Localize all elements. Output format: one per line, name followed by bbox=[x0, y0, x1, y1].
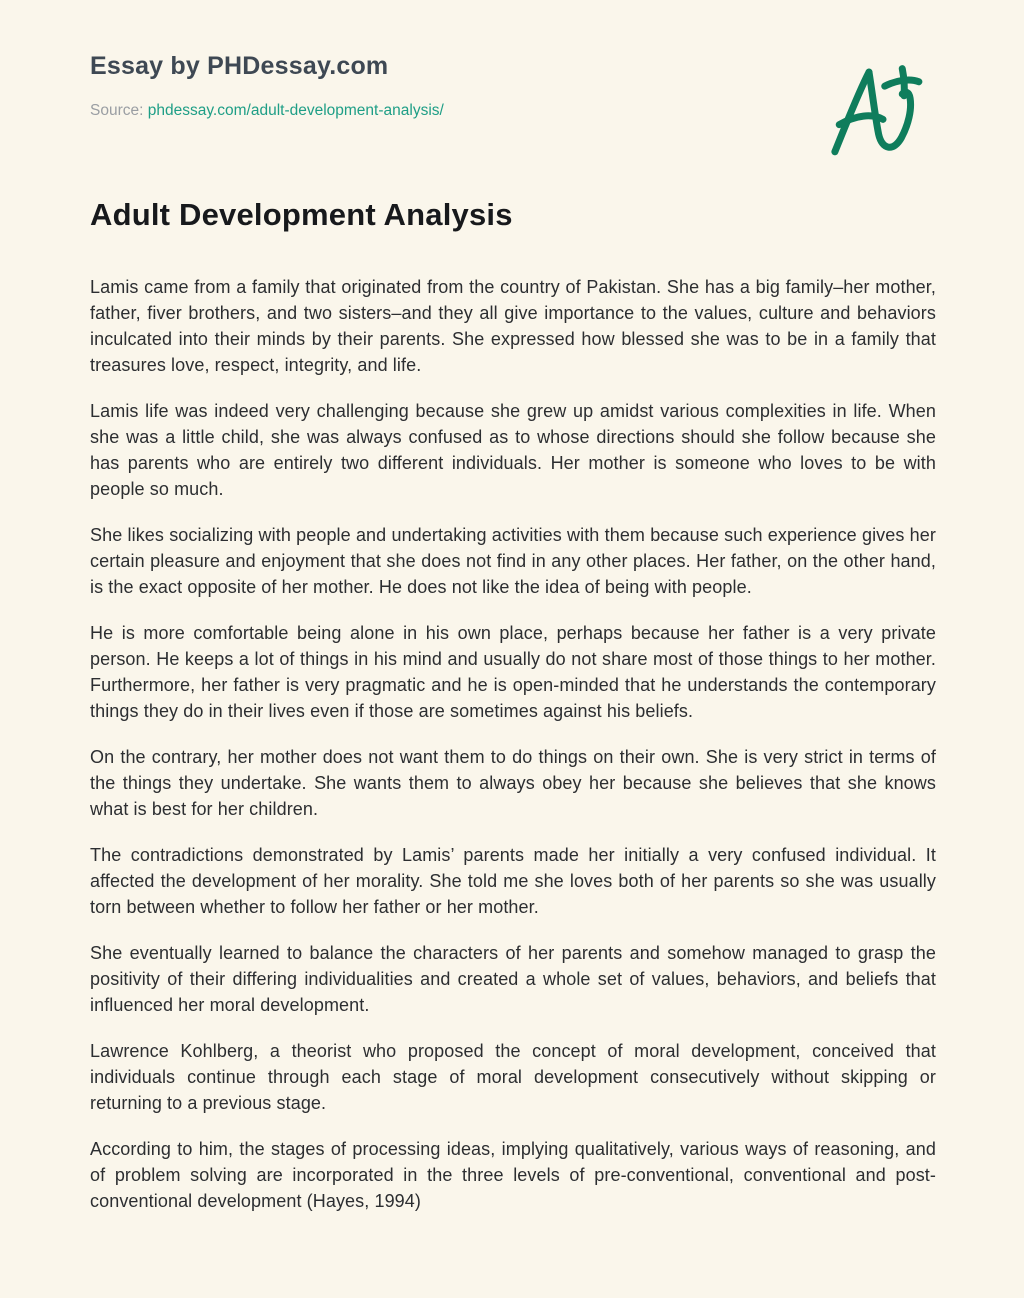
essay-paragraph-2: Lamis life was indeed very challenging because she grew up amidst various complexities in life. When she was a little child, she was always confused as to whose directions should she follow because she has parents who are entirely two different individuals. Her mother is someone who loves to be with people so much. bbox=[90, 401, 936, 499]
essay-paragraph-7: She eventually learned to balance the characters of her parents and somehow managed to grasp the positivity of their differing individualities and created a whole set of values, behaviors, and beliefs that influenced her moral development. bbox=[90, 943, 936, 1015]
essay-paragraph-9: According to him, the stages of processing ideas, implying qualitatively, various ways of reasoning, and of problem solving are incorporated in the three levels of pre-conventional, conventional and post-conventional development (Hayes, 1994) bbox=[90, 1139, 936, 1211]
essay-paragraph-4: He is more comfortable being alone in his own place, perhaps because her father is a very private person. He keeps a lot of things in his mind and usually do not share most of those things to her mother. Furthermore, her father is very pragmatic and he is open-minded that he understands the contemporary things they do in their lives even if those are sometimes against his beliefs. bbox=[90, 623, 936, 721]
source-line bbox=[90, 101, 936, 120]
a-plus-logo-icon bbox=[827, 54, 925, 162]
document-header bbox=[90, 52, 936, 120]
source-link[interactable]: phdessay.com/adult-development-analysis/ bbox=[147, 102, 444, 119]
essay-paragraph-1: Lamis came from a family that originated from the country of Pakistan. She has a big family–her mother, father, fiver brothers, and two sisters–and they all give importance to the values, culture and behaviors inculcated into their minds by their parents. She expressed how blessed she was to be in a family that treasures love, respect, integrity, and life. bbox=[90, 277, 936, 375]
essay-paragraph-6: The contradictions demonstrated by Lamis’ parents made her initially a very confused individual. It affected the development of her morality. She told me she loves both of her parents so she was usually torn between whether to follow her father or her mother. bbox=[90, 845, 936, 917]
essay-title: Adult Development Analysis bbox=[90, 197, 513, 232]
essay-paragraph-8: Lawrence Kohlberg, a theorist who proposed the concept of moral development, conceived that individuals continue through each stage of moral development consecutively without skipping or returning to a previous stage. bbox=[90, 1041, 936, 1113]
source-label: Source: bbox=[90, 102, 144, 119]
essay-body bbox=[90, 274, 936, 1254]
essay-paragraph-5: On the contrary, her mother does not want them to do things on their own. She is very strict in terms of the things they undertake. She wants them to always obey her because she believes that she knows what is best for her children. bbox=[90, 747, 936, 819]
provider-title: Essay by PHDessay.com bbox=[90, 52, 389, 80]
essay-paragraph-3: She likes socializing with people and undertaking activities with them because such experience gives her certain pleasure and enjoyment that she does not find in any other places. Her father, on the other hand, is the exact opposite of her mother. He does not like the idea of being with people. bbox=[90, 525, 936, 597]
